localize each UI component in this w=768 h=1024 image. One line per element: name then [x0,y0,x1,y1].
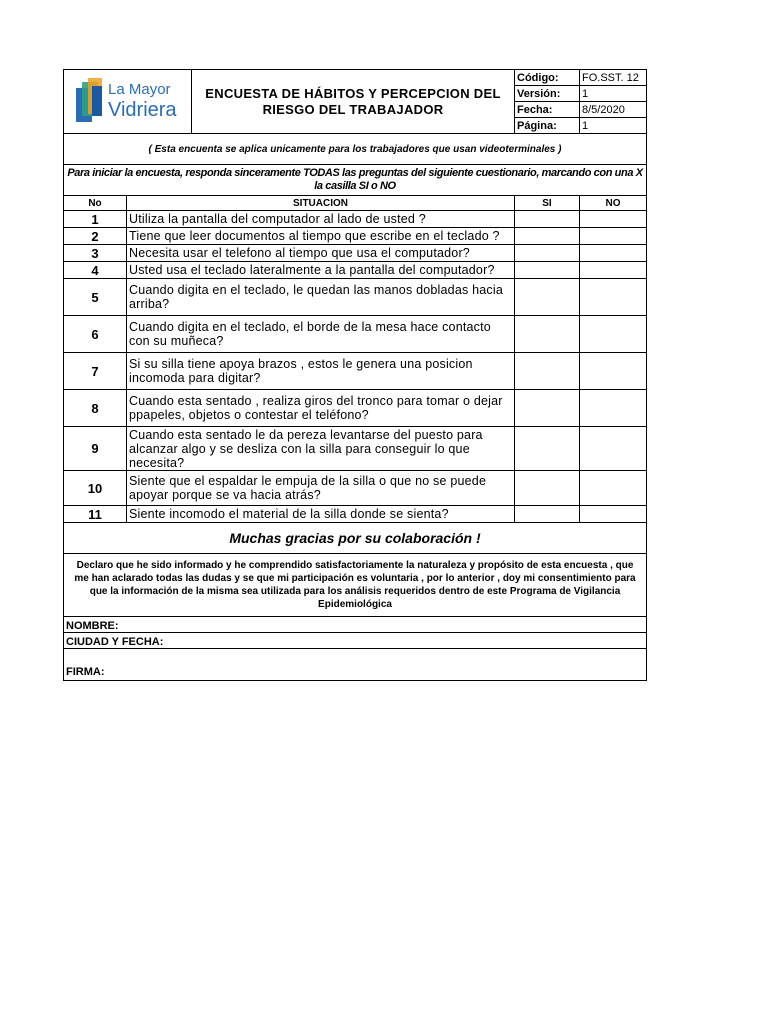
answer-no-cell[interactable] [580,427,647,471]
meta-value-page: 1 [580,118,647,134]
question-row [64,262,647,279]
question-number: 11 [64,506,127,523]
answer-no-cell[interactable] [580,316,647,353]
question-text: Siente incomodo el material de la silla donde se sienta? [127,506,515,523]
answer-si-cell[interactable] [515,228,580,245]
survey-form [63,69,646,681]
form-table [63,69,647,681]
meta-label-version: Versión: [515,86,580,102]
meta-label-page: Página: [515,118,580,134]
meta-label-code: Código: [515,70,580,86]
question-text: Cuando esta sentado le da pereza levantarse del puesto para alcanzar algo y se desliza con la silla para conseguir lo que necesita? [127,427,515,471]
question-text: Si su silla tiene apoya brazos , estos le genera una posicion incomoda para digitar? [127,353,515,390]
question-number: 6 [64,316,127,353]
question-row [64,228,647,245]
thanks-message: Muchas gracias por su colaboración ! [64,523,647,554]
city-date-field[interactable] [64,633,647,649]
question-text: Utiliza la pantalla del computador al lado de usted ? [127,211,515,228]
answer-no-cell[interactable] [580,506,647,523]
la-mayor-vidriera-logo [72,74,184,126]
answer-si-cell[interactable] [515,353,580,390]
question-number: 7 [64,353,127,390]
question-text: Necesita usar el telefono al tiempo que usa el computador? [127,245,515,262]
city-date-label: CIUDAD Y FECHA: [66,636,164,648]
answer-no-cell[interactable] [580,245,647,262]
meta-label-date: Fecha: [515,102,580,118]
name-field[interactable] [64,617,647,633]
question-row [64,427,647,471]
question-row [64,279,647,316]
form-title [192,70,515,134]
answer-si-cell[interactable] [515,316,580,353]
signature-label: FIRMA: [66,666,105,678]
answer-si-cell[interactable] [515,245,580,262]
col-header-situacion: SITUACION [127,196,515,211]
question-row [64,353,647,390]
answer-si-cell[interactable] [515,506,580,523]
question-text: Cuando digita en el teclado, el borde de la mesa hace contacto con su muñeca? [127,316,515,353]
question-text: Usted usa el teclado lateralmente a la pantalla del computador? [127,262,515,279]
answer-no-cell[interactable] [580,353,647,390]
question-number: 10 [64,471,127,506]
question-number: 9 [64,427,127,471]
question-row [64,471,647,506]
question-number: 4 [64,262,127,279]
question-number: 3 [64,245,127,262]
title-line2: RIESGO DEL TRABAJADOR [262,101,444,117]
question-row [64,316,647,353]
answer-si-cell[interactable] [515,427,580,471]
question-row [64,506,647,523]
title-line1: ENCUESTA DE HÁBITOS Y PERCEPCION DEL [205,85,501,101]
logo-line1: La Mayor [107,81,171,98]
answer-no-cell[interactable] [580,279,647,316]
question-text: Cuando digita en el teclado, le quedan las manos dobladas hacia arriba? [127,279,515,316]
question-number: 1 [64,211,127,228]
answer-si-cell[interactable] [515,279,580,316]
answer-si-cell[interactable] [515,390,580,427]
instructions: Para iniciar la encuesta, responda sinceramente TODAS las preguntas del siguiente cuestionario, marcando con una X la casilla SI o NO [64,165,647,196]
question-text: Tiene que leer documentos al tiempo que escribe en el teclado ? [127,228,515,245]
applicability-note: ( Esta encuenta se aplica unicamente para los trabajadores que usan videoterminales ) [64,134,647,165]
col-header-no: No [64,196,127,211]
answer-no-cell[interactable] [580,390,647,427]
meta-value-version: 1 [580,86,647,102]
answer-no-cell[interactable] [580,471,647,506]
answer-no-cell[interactable] [580,262,647,279]
company-logo [64,70,192,134]
logo-line2: Vidriera [107,99,177,121]
question-text: Siente que el espaldar le empuja de la silla o que no se puede apoyar porque se va hacia atrás? [127,471,515,506]
answer-si-cell[interactable] [515,211,580,228]
answer-no-cell[interactable] [580,211,647,228]
answer-no-cell[interactable] [580,228,647,245]
question-row [64,245,647,262]
name-label: NOMBRE: [66,620,119,632]
col-header-si: SI [515,196,580,211]
consent-declaration: Declaro que he sido informado y he comprendido satisfactoriamente la naturaleza y propósito de esta encuesta , que me han aclarado todas las dudas y se que mi participación es voluntaria , por lo anterior , doy mi consentimiento para que la información de la misma sea utilizada para los análisis requeridos dentro de este Programa de Vigilancia Epidemiológica [64,554,647,617]
col-header-no-answer: NO [580,196,647,211]
question-number: 8 [64,390,127,427]
question-number: 5 [64,279,127,316]
answer-si-cell[interactable] [515,471,580,506]
question-row [64,211,647,228]
meta-value-date: 8/5/2020 [580,102,647,118]
meta-value-code: FO.SST. 12 [580,70,647,86]
question-text: Cuando esta sentado , realiza giros del tronco para tomar o dejar ppapeles, objetos o contestar el teléfono? [127,390,515,427]
answer-si-cell[interactable] [515,262,580,279]
signature-field[interactable] [64,649,647,681]
question-row [64,390,647,427]
question-number: 2 [64,228,127,245]
